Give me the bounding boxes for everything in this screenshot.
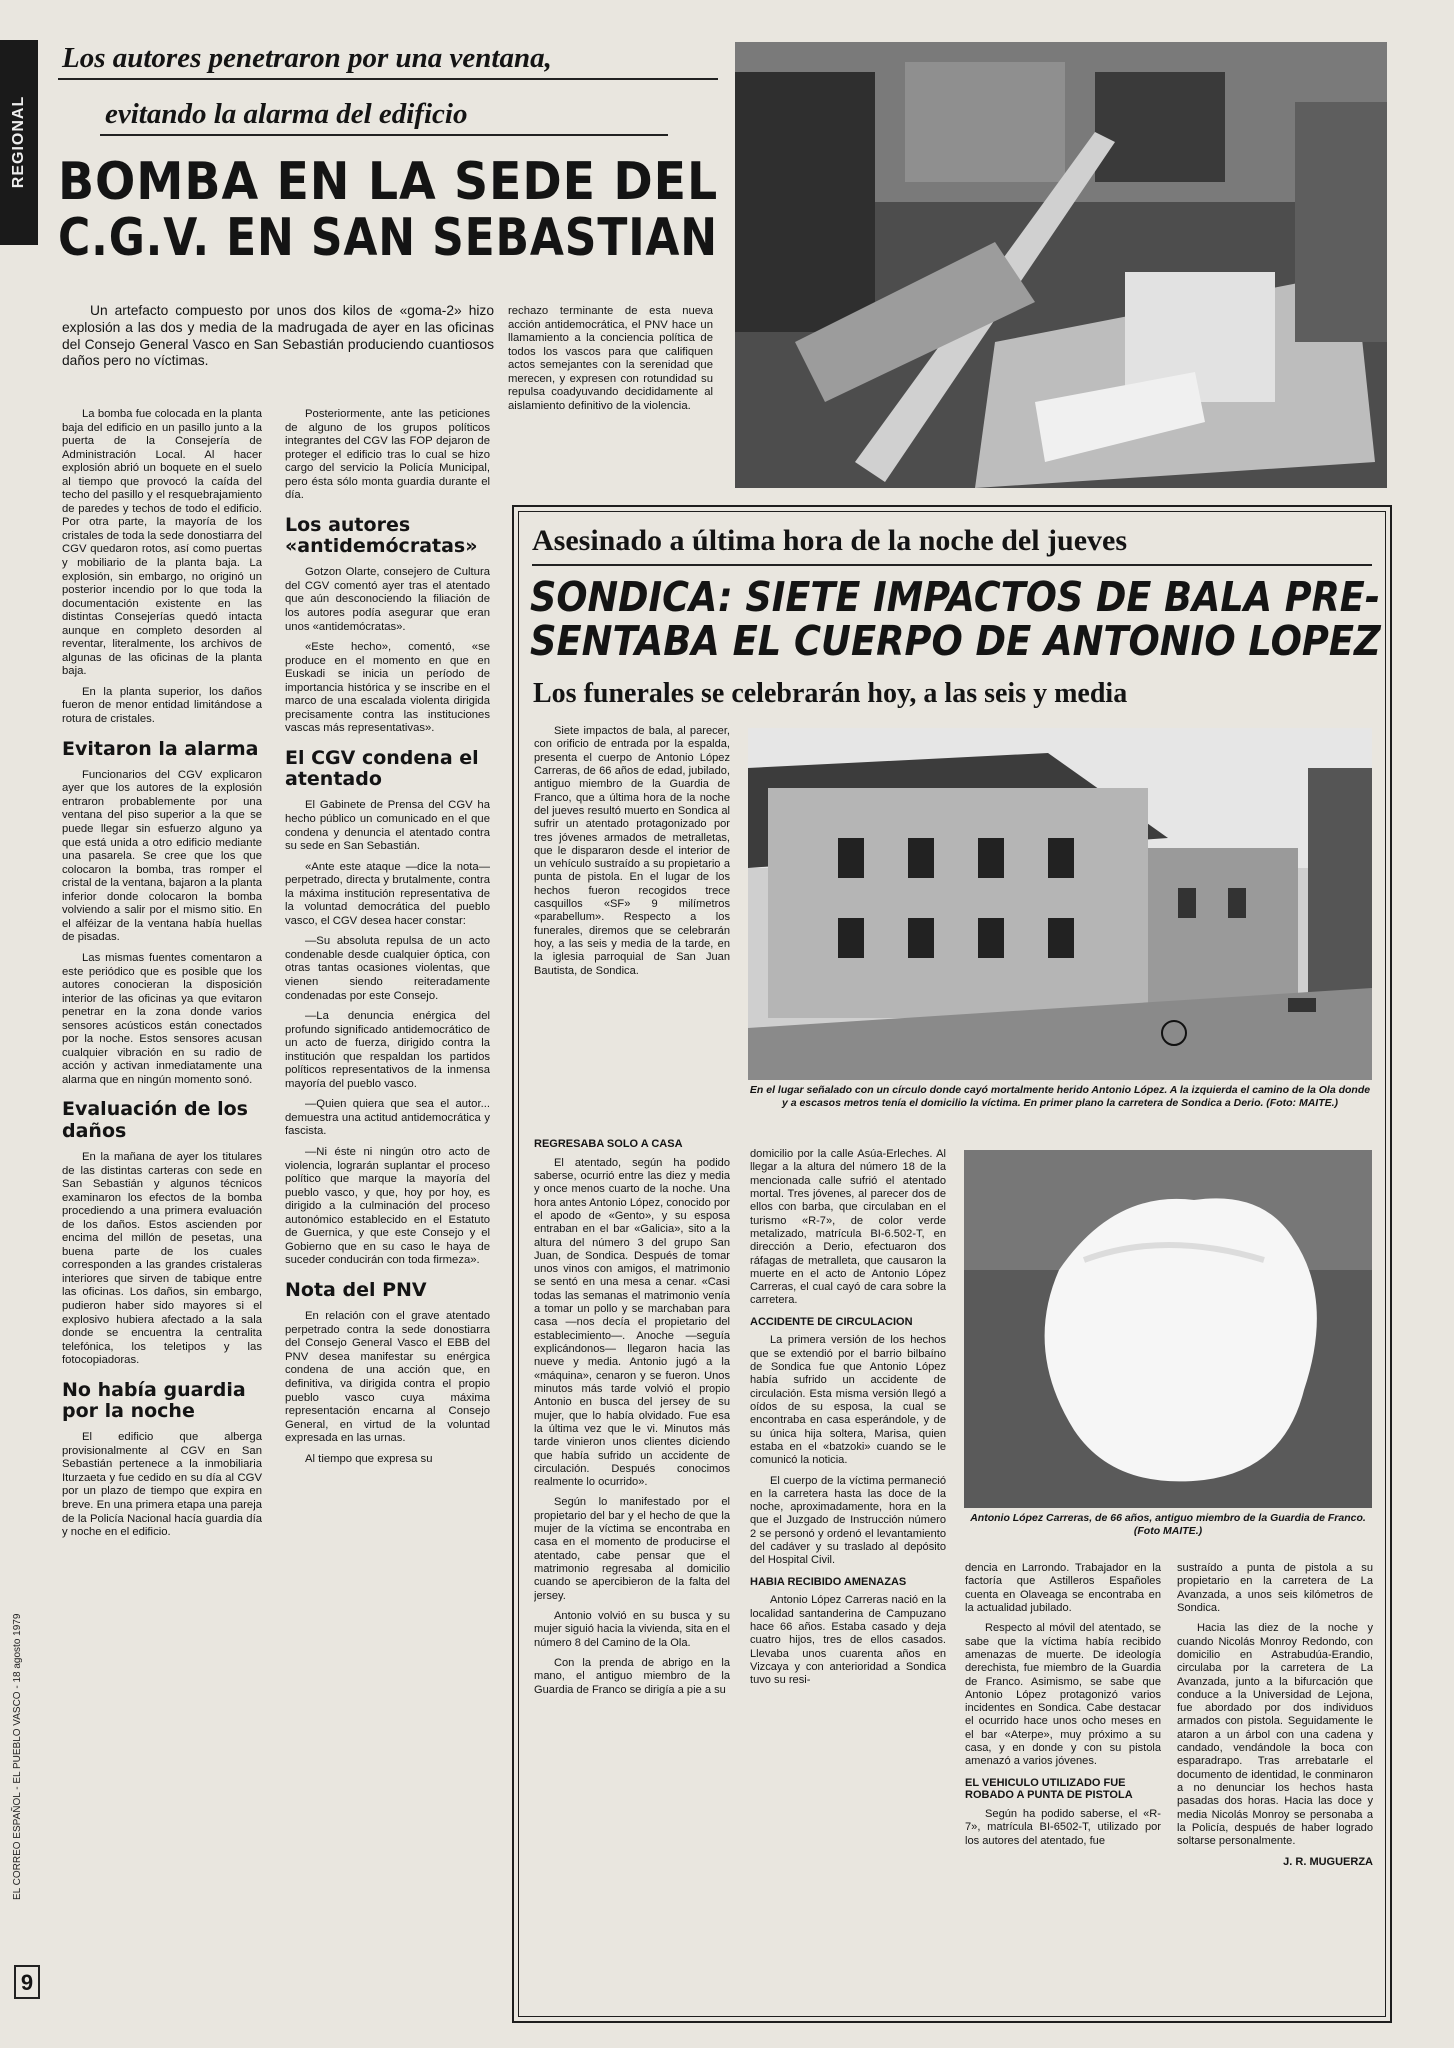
subheading: ACCIDENTE DE CIRCULACION	[750, 1315, 913, 1328]
paragraph: domicilio por la calle Asúa-Erleches. Al llegar a la altura del número 18 de la mencionada calle sufrió el atentado mortal. Tres jóvenes, al parecer dos de ellos con barba, que circulaban en el turismo «R-7», de color verde metalizado, matrícula BI-6.502-T, en dirección a Derio, efectuaron dos ráfagas de metralleta, que causaron la muerte en el acto de Antonio López Carreras, el cual cayó de cara sobre la carretera.	[750, 1148, 946, 1307]
article1-kicker-2: evitando la alarma del edificio	[105, 98, 468, 130]
subheading: Evaluación de los daños	[62, 1098, 248, 1142]
subheading: No había guardia por la noche	[62, 1378, 246, 1422]
subheading: Nota del PNV	[285, 1278, 427, 1301]
paragraph: El edificio que alberga provisionalmente al CGV en San Sebastián pertenece a la inmobiliaria Iturzaeta y fue cedido en su día al CGV por un plazo de tiempo que expira en breve. En una primera etapa una pareja de la Policía Nacional hacía guardia día y noche en el edificio.	[62, 1431, 262, 1539]
byline: J. R. MUGUERZA	[1283, 1855, 1373, 1868]
article1-column-2	[285, 408, 490, 2018]
paragraph: Al tiempo que expresa su	[305, 1452, 433, 1465]
paragraph: —Ni éste ni ningún otro acto de violencia, lograrán suplantar el proceso político que marque la mayoría del pueblo vasco, y que, hoy por hoy, es dirigido a la culminación del proceso autonómico establecido en el Estatuto de Guernica, y que este Consejo y el Gobierno que en su caso le haya de suceder conducirán con toda firmeza».	[285, 1146, 490, 1267]
article2-subhead: Los funerales se celebrarán hoy, a las seis y media	[533, 678, 1128, 709]
paragraph: Según lo manifestado por el propietario del bar y el hecho de que la mujer de la víctima se encontraba en casa en el momento de producirse el atentado, cabe pensar que el matrimonio regresaba al domicilio cuando se apercibieron de la falta del jersey.	[534, 1496, 730, 1602]
paragraph: «Este hecho», comentó, «se produce en el momento en que en Euskadi se inicia un período de importancia histórica y se inscribe en el marco de una escalada violenta dirigida precisamente contra las instituciones vascas más representativas».	[285, 641, 490, 735]
article2-column-c	[965, 1562, 1161, 2010]
portrait-photo	[964, 1150, 1372, 1508]
paragraph: «Ante este ataque —dice la nota— perpetrado, directa y brutalmente, contra la máxima institución representativa de la voluntad democrática del pueblo vasco, el CGV desea hacer constar:	[285, 860, 490, 927]
subheading: EL VEHICULO UTILIZADO FUE ROBADO A PUNTA DE PISTOLA	[965, 1776, 1133, 1802]
article1-lead	[62, 303, 494, 377]
paragraph: Con la prenda de abrigo en la mano, el antiguo miembro de la Guardia de Franco se dirigía a pie a su	[534, 1656, 730, 1696]
paragraph: Antonio López Carreras nació en la localidad santanderina de Campuzano hace 66 años. Estaba casado y deja cuatro hijos, tres de ellos casados. Llevaba unos cuarenta años en Vizcaya y con anterioridad a Sondica tuvo su resi-	[750, 1594, 946, 1687]
portrait-caption: Antonio López Carreras, de 66 años, antiguo miembro de la Guardia de Franco. (Foto MAITE.)	[970, 1512, 1366, 1537]
street-scene-image	[748, 728, 1372, 1080]
paragraph: Funcionarios del CGV explicaron ayer que los autores de la explosión entraron probablemente por una ventana del piso superior a la que se puede llegar sin esfuerzo alguno ya que está unida a otro edificio mediante una pasarela. Se cree que los que colocaron la bomba, tras romper el cristal de la ventana, bajaron a la planta inferior donde colocaron la bomba volviendo a salir por el mismo sitio. En el alféizar de la ventana había huellas de pisadas.	[62, 768, 262, 944]
paragraph: Posteriormente, ante las peticiones de alguno de los grupos políticos integrantes del CGV las FOP dejaron de proteger el edificio tras lo cual se hizo cargo del servicio la Policía Municipal, pero ésta sólo monta guardia durante el día.	[285, 408, 490, 502]
paragraph: Hacia las diez de la noche y cuando Nicolás Monroy Redondo, con domicilio en Astrabudúa-Erandio, circulaba por la carretera de La Avanzada, junto a la bifurcación que conduce a la Universidad de Lejona, fue abordado por dos individuos armados con pistola. Seguidamente le ataron a un árbol con una cadena y candado, vendándole la boca con esparadrapo. Tras arrebatarle el documento de identidad, le conminaron a no denunciar los hechos hasta pasadas dos horas. Hacia las doce y media Nicolás Monroy se personaba a la Policía, después de haber logrado soltarse personalmente.	[1177, 1622, 1373, 1848]
street-photo	[748, 728, 1372, 1080]
lead-paragraph: Un artefacto compuesto por unos dos kilos de «goma-2» hizo explosión a las dos y media de la madrugada de ayer en las oficinas del Consejo General Vasco en San Sebastián produciendo cuantiosos daños pero no víctimas.	[62, 303, 494, 369]
article2-headline-line1: SONDICA: SIETE IMPACTOS DE BALA PRE-	[530, 573, 1381, 621]
article1-headline-line2: C.G.V. EN SAN SEBASTIAN	[58, 208, 718, 269]
article1-column-3	[508, 305, 713, 495]
photo-caption: En el lugar señalado con un círculo donde cayó mortalmente herido Antonio López. A la izquierda el camino de la Ola donde y a escasos metros tenía el domicilio la víctima. En primer plano la carretera de Sondica a Derio. (Foto: MAITE.)	[749, 1084, 1371, 1109]
paragraph: En la mañana de ayer los titulares de las distintas carteras con sede en San Sebastián y algunos técnicos examinaron los efectos de la bomba procediendo a una primera evaluación de los daños. Estos ascienden por encima del millón de pesetas, una buena parte de los cuales corresponden a las grandes cristaleras interiores que sirven de tabique entre las oficinas. Los daños, sin embargo, pudieron haber sido mayores si el explosivo hubiera afectado a la sala donde se encuentra la centralita telefónica, los teletipos y las fotocopiadoras.	[62, 1150, 262, 1367]
subheading: Los autores «antidemócratas»	[285, 513, 478, 558]
article1-column-1	[62, 408, 262, 2018]
paragraph: dencia en Larrondo. Trabajador en la factoría que Astilleros Españoles cuenta en Olaveaga se encontraba en la actualidad jubilado.	[965, 1562, 1161, 1614]
paragraph: —La denuncia enérgica del profundo significado antidemocrático de un acto de fuerza, dirigido contra la institución que respaldan los partidos políticos representativos de la inmensa mayoría del pueblo vasco.	[285, 1010, 490, 1090]
article1-kicker-1: Los autores penetraron por una ventana,	[62, 42, 552, 74]
paragraph: —Su absoluta repulsa de un acto condenable desde cualquier óptica, con otras tantas ocasiones violentas, que vienen siendo reiteradamente condenadas por este Consejo.	[285, 935, 490, 1002]
page-number: 9	[14, 1965, 40, 1999]
paragraph: Gotzon Olarte, consejero de Cultura del CGV comentó ayer tras el atentado que aún desconociendo la filiación de los autores podía asegurar que eran unos «antidemócratas».	[285, 566, 490, 633]
paragraph: Antonio volvió en su busca y su mujer siguió hacia la vivienda, sita en el número 8 del Camino de la Ola.	[534, 1609, 730, 1649]
portrait-image	[964, 1150, 1372, 1508]
article2-column-d	[1177, 1562, 1373, 2010]
article2-kicker: Asesinado a última hora de la noche del jueves	[532, 524, 1372, 566]
office-damage-photo	[735, 42, 1387, 488]
paragraph: rechazo terminante de esta nueva acción antidemocrática, el PNV hace un llamamiento a la conciencia política de todos los vascos para que califiquen actos semejantes con la serenidad que merecen, y expresen con rotundidad su repulsa coadyuvando decididamente al aislamiento definitivo de la violencia.	[508, 305, 713, 412]
paragraph: El atentado, según ha podido saberse, ocurrió entre las diez y media y once menos cuarto de la noche. Una hora antes Antonio López, conocido por el apodo de «Gento», y su esposa entraban en el bar «Galicia», sito a la altura del número 3 del grupo San Juan, de Sondica. Después de tomar unos vinos con amigos, el matrimonio se sentó en una mesa a cenar. «Casi todas las semanas el matrimonio venía a tomar un pollo y se marchaban para casa —nos decía el propietario del establecimiento—. Anoche —seguía explicándonos— llegaron hacia las nueve y media. Antonio jugó a la «máquina», cenaron y se fueron. Unos minutos más tarde volvió el propio Antonio en busca del jersey de su mujer, que lo había olvidado. Fue esa la última vez que le vi. Minutos más tarde vinieron unos clientes diciendo que había sufrido un accidente de circulación. Después conocimos realmente lo ocurrido».	[534, 1156, 730, 1489]
paragraph: El cuerpo de la víctima permaneció en la carretera hasta las doce de la noche, aproximadamente, hora en la que el Juzgado de Instrucción número 2 se personó y ordenó el levantamiento del cadáver y su traslado al depósito del Hospital Civil.	[750, 1474, 946, 1567]
paragraph: La primera versión de los hechos que se extendió por el barrio bilbaíno de Sondica fue que Antonio López había sufrido un accidente de circulación. Esta misma versión llegó a oídos de su esposa, la cual se encontraba en casa esperándole, y de su única hija soltera, Marisa, quien estaba en el «batzoki» cuando se le comunicó la noticia.	[750, 1334, 946, 1467]
paragraph: Respecto al móvil del atentado, se sabe que la víctima había recibido amenazas de muerte. De ideología derechista, fue miembro de la Guardia de Franco. Asimismo, se sabe que Antonio López protagonizó varios incidentes en Sondica. Cabe destacar el ocurrido hace unos ocho meses en el bar «Aterpe», muy próximo a su casa, y en donde y con su pistola amenazó a varios jóvenes.	[965, 1622, 1161, 1768]
page-footer: EL CORREO ESPAÑOL - EL PUEBLO VASCO - 18 agosto 1979	[12, 1613, 23, 1900]
article2-headline	[530, 575, 1380, 664]
paragraph: sustraído a punta de pistola a su propietario en la carretera de La Avanzada, a unos seis kilómetros de Sondica.	[1177, 1562, 1373, 1614]
paragraph: En la planta superior, los daños fueron de menor entidad limitándose a rotura de cristales.	[62, 685, 262, 726]
subheading: El CGV condena el atentado	[285, 746, 479, 791]
paragraph: Según ha podido saberse, el «R-7», matrícula BI-6502-T, utilizado por los autores del atentado, fue	[965, 1807, 1161, 1847]
subheading: HABIA RECIBIDO AMENAZAS	[750, 1575, 907, 1588]
paragraph: La bomba fue colocada en la planta baja del edificio en un pasillo junto a la puerta de la Consejería de Administración Local. Al hacer explosión abrió un boquete en el suelo al tiempo que provocó la caída del techo del pasillo y el resquebrajamiento de paredes y techos de todo el edificio. Por otra parte, la mayoría de los cristales de toda la sede donostiarra del CGV quedaron rotos, así como puertas y mobiliario de la planta baja. La explosión, sin embargo, no originó un posterior incendio por lo que toda la documentación existente en las distintas Consejerías quedó intacta aunque en completo desorden al reventar, literalmente, los archivos de algunas de las oficinas de la planta baja.	[62, 408, 262, 678]
kicker-underline	[58, 78, 718, 80]
paragraph: Las mismas fuentes comentaron a este periódico que es posible que los autores conocieran la disposición interior de las oficinas ya que evitaron penetrar en la zona donde varios sensores acústicos están conectados por la noche. Estos sensores acusan cualquier vibración en su radio de acción y activan inmediatamente una alarma que en ningún momento sonó.	[62, 951, 262, 1086]
article2-column-a	[534, 1130, 730, 2010]
article1-headline	[58, 152, 719, 269]
paragraph: En relación con el grave atentado perpetrado contra la sede donostiarra del Consejo General Vasco el EBB del PNV desea manifestar su enérgica condena de una acción que, en definitiva, va dirigida contra el propio pueblo vasco cuya máxima representación encarna al Consejo General, en virtud de la voluntad expresada en las urnas.	[285, 1310, 490, 1445]
paragraph: El Gabinete de Prensa del CGV ha hecho público un comunicado en el que condena y denuncia el atentado contra su sede en San Sebastián.	[285, 799, 490, 853]
article2-column-b	[750, 1148, 946, 2010]
paragraph: —Quien quiera que sea el autor... demuestra una actitud antidemocrática y fascista.	[285, 1098, 490, 1138]
article2-intro	[534, 725, 730, 1125]
subheading: REGRESABA SOLO A CASA	[534, 1138, 683, 1150]
paragraph: Siete impactos de bala, al parecer, con orificio de entrada por la espalda, presenta el cuerpo de Antonio López Carreras, de 66 años de edad, jubilado, antiguo miembro de la Guardia de Franco, que a última hora de la noche del jueves resultó muerto en Sondica al sufrir un atentado protagonizado por tres jóvenes armados de metralletas, que le dispararon desde el interior de un vehículo sustraído a su propietario a punta de pistola. En el lugar de los hechos fueron recogidos trece casquillos «SF» 9 milímetros «parabellum». Respecto a los funerales, diremos que se celebrarán hoy, a las seis y media de la tarde, en la iglesia parroquial de San Juan Bautista, de Sondica.	[534, 725, 730, 977]
article1-headline-line1: BOMBA EN LA SEDE DEL	[58, 152, 719, 212]
subheading: Evitaron la alarma	[62, 737, 259, 760]
kicker-underline	[100, 134, 668, 136]
article2-headline-line2: SENTABA EL CUERPO DE ANTONIO LOPEZ	[530, 617, 1381, 666]
office-damage-image	[735, 42, 1387, 488]
section-label: REGIONAL	[10, 95, 27, 189]
section-strip	[0, 40, 38, 245]
